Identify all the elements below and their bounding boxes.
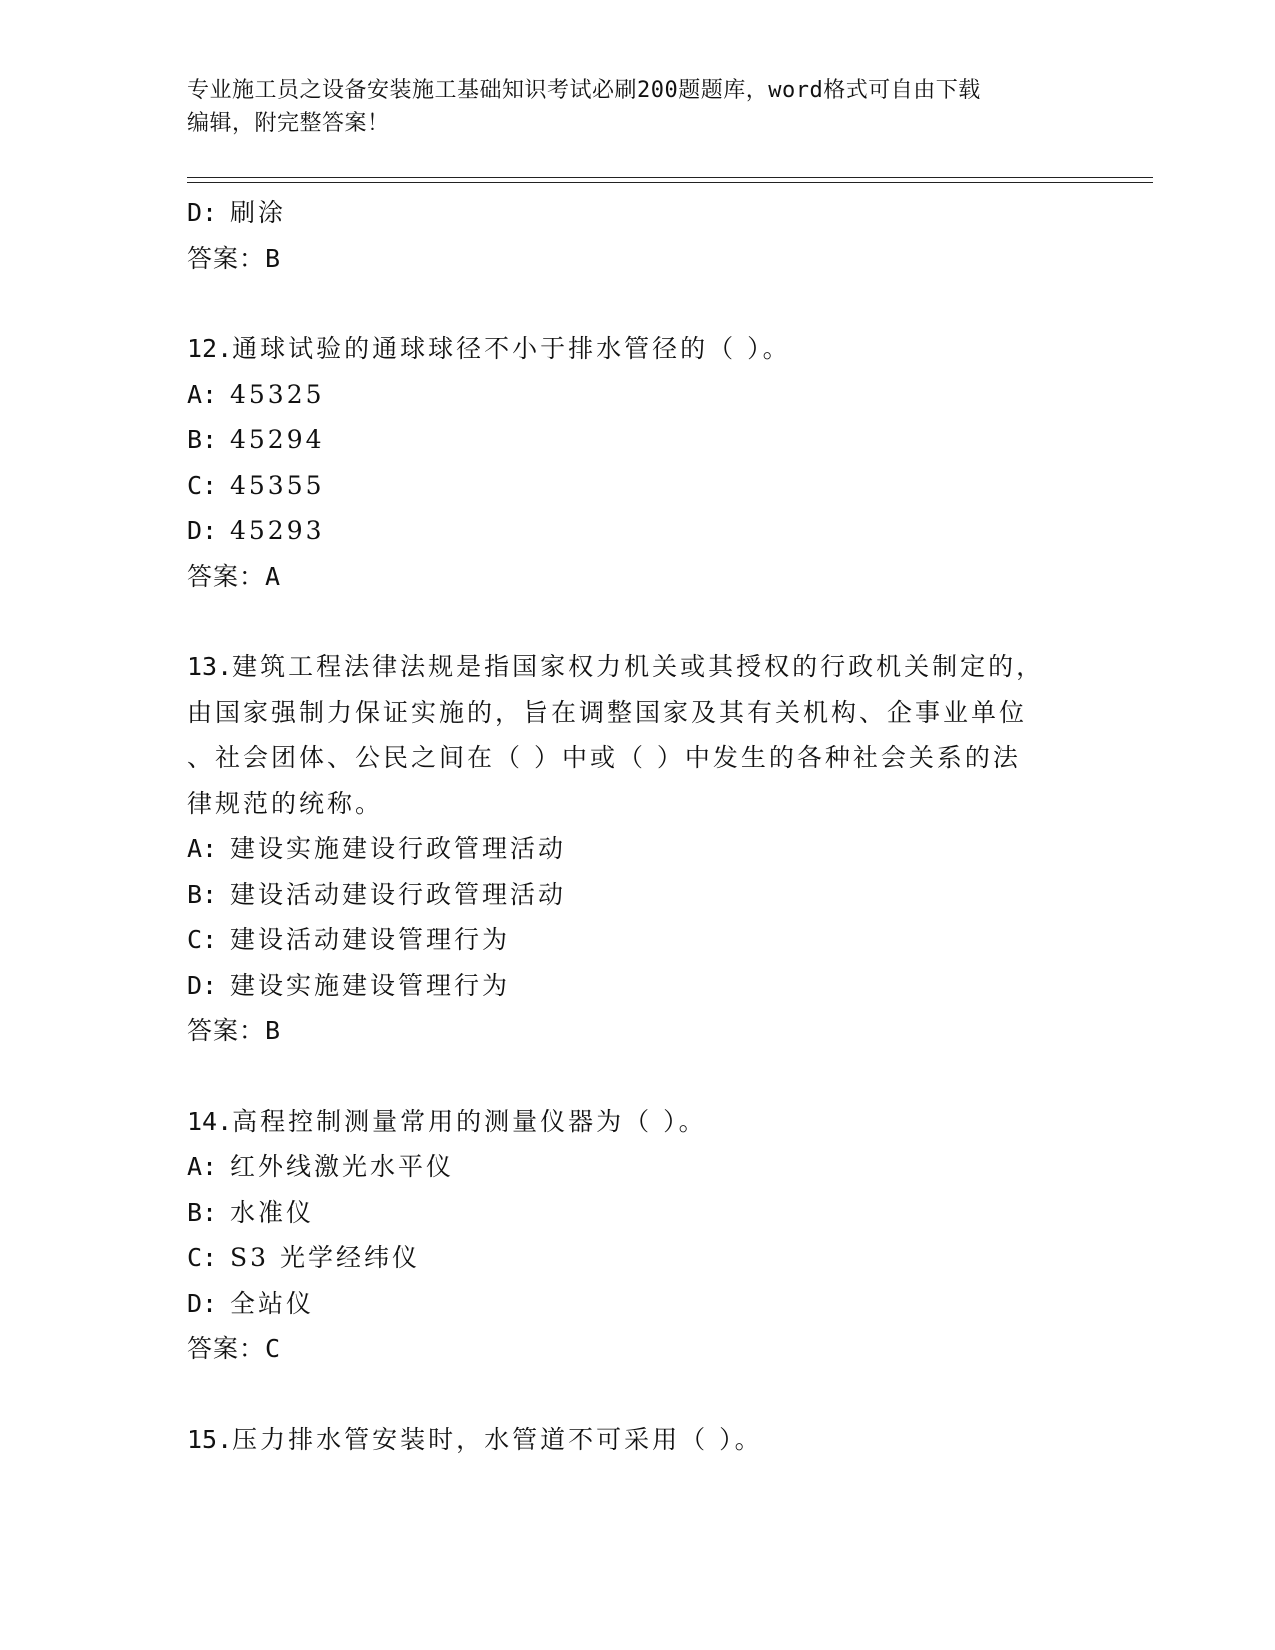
question-13-answer bbox=[187, 1008, 1087, 1054]
prev-option-d bbox=[187, 190, 1087, 236]
option-text: 建设活动建设管理行为 bbox=[230, 925, 511, 954]
header-divider-bottom bbox=[187, 182, 1153, 183]
option-text: 建设实施建设行政管理活动 bbox=[230, 834, 567, 863]
document-header bbox=[187, 74, 1067, 140]
header-line-2: 编辑，附完整答案！ bbox=[187, 111, 390, 136]
question-list bbox=[187, 190, 1087, 1462]
question-12-stem bbox=[187, 326, 1087, 372]
question-15-stem bbox=[187, 1417, 1087, 1463]
question-14-stem bbox=[187, 1099, 1087, 1145]
question-13-option-a bbox=[187, 826, 1087, 872]
question-number: 14. bbox=[187, 1106, 233, 1136]
option-text: 45293 bbox=[230, 516, 325, 545]
answer-value: B bbox=[265, 1016, 282, 1045]
spacer bbox=[187, 1372, 1087, 1417]
option-text: 45294 bbox=[230, 425, 325, 454]
question-number: 13. bbox=[187, 652, 233, 681]
option-key: C: bbox=[187, 1243, 218, 1272]
question-text: 建筑工程法律法规是指国家权力机关或其授权的行政机关制定的， bbox=[232, 652, 1045, 681]
spacer bbox=[187, 1054, 1087, 1099]
option-text: 45325 bbox=[230, 379, 325, 409]
question-13-option-c bbox=[187, 917, 1087, 963]
question-text: 通球试验的通球球径不小于排水管径的（ ）。 bbox=[232, 334, 791, 363]
option-key: D: bbox=[187, 970, 218, 1000]
question-13-option-d bbox=[187, 963, 1087, 1009]
question-12-option-a bbox=[187, 372, 1087, 418]
question-text: 高程控制测量常用的测量仪器为（ ）。 bbox=[232, 1106, 707, 1136]
option-key: C: bbox=[187, 470, 218, 500]
option-key: D: bbox=[187, 198, 218, 227]
answer-label: 答案： bbox=[187, 1334, 266, 1363]
option-text: 红外线激光水平仪 bbox=[230, 1152, 455, 1181]
question-12-answer bbox=[187, 554, 1087, 600]
option-key: C: bbox=[187, 925, 218, 954]
option-text: 建设活动建设行政管理活动 bbox=[230, 879, 567, 909]
option-text: 水准仪 bbox=[230, 1197, 315, 1227]
answer-value: C bbox=[265, 1334, 282, 1363]
question-14-option-b bbox=[187, 1190, 1087, 1236]
question-12-option-c bbox=[187, 463, 1087, 509]
question-14-option-c bbox=[187, 1235, 1087, 1281]
option-key: A: bbox=[187, 1152, 218, 1181]
question-text: 压力排水管安装时，水管道不可采用（ ）。 bbox=[232, 1424, 763, 1454]
question-12-option-b bbox=[187, 417, 1087, 463]
option-text: 45355 bbox=[230, 470, 325, 500]
option-text: 刷涂 bbox=[230, 198, 287, 227]
question-text-line bbox=[187, 644, 1087, 690]
spacer bbox=[187, 599, 1087, 644]
answer-value: A bbox=[265, 561, 282, 591]
prev-answer bbox=[187, 236, 1087, 282]
option-key: B: bbox=[187, 425, 218, 454]
option-key: D: bbox=[187, 1288, 218, 1318]
option-text: 建设实施建设管理行为 bbox=[230, 970, 511, 1000]
option-text: 全站仪 bbox=[230, 1288, 315, 1318]
option-key: A: bbox=[187, 379, 218, 409]
spacer bbox=[187, 281, 1087, 326]
option-key: B: bbox=[187, 1197, 218, 1227]
question-number: 12. bbox=[187, 334, 233, 363]
option-key: A: bbox=[187, 834, 218, 863]
question-13-option-b bbox=[187, 872, 1087, 918]
question-number: 15. bbox=[187, 1424, 233, 1454]
header-line-1: 专业施工员之设备安装施工基础知识考试必刷200题题库，word格式可自由下载 bbox=[187, 78, 981, 103]
answer-label: 答案： bbox=[187, 561, 266, 591]
option-key: B: bbox=[187, 879, 218, 909]
question-12-option-d bbox=[187, 508, 1087, 554]
option-key: D: bbox=[187, 516, 218, 545]
header-divider-top bbox=[187, 177, 1153, 178]
question-text-line: 由国家强制力保证实施的，旨在调整国家及其有关机构、企事业单位 bbox=[187, 697, 1028, 727]
question-14-option-d bbox=[187, 1281, 1087, 1327]
option-text: S3 光学经纬仪 bbox=[230, 1243, 420, 1272]
answer-label: 答案： bbox=[187, 1016, 266, 1045]
question-14-option-a bbox=[187, 1144, 1087, 1190]
question-14-answer bbox=[187, 1326, 1087, 1372]
question-text-line: 律规范的统称。 bbox=[187, 788, 384, 818]
question-13-stem bbox=[187, 644, 1087, 826]
question-text-line: 、社会团体、公民之间在（ ）中或（ ）中发生的各种社会关系的法 bbox=[187, 743, 1021, 772]
answer-label: 答案： bbox=[187, 243, 266, 273]
answer-value: B bbox=[265, 243, 282, 273]
